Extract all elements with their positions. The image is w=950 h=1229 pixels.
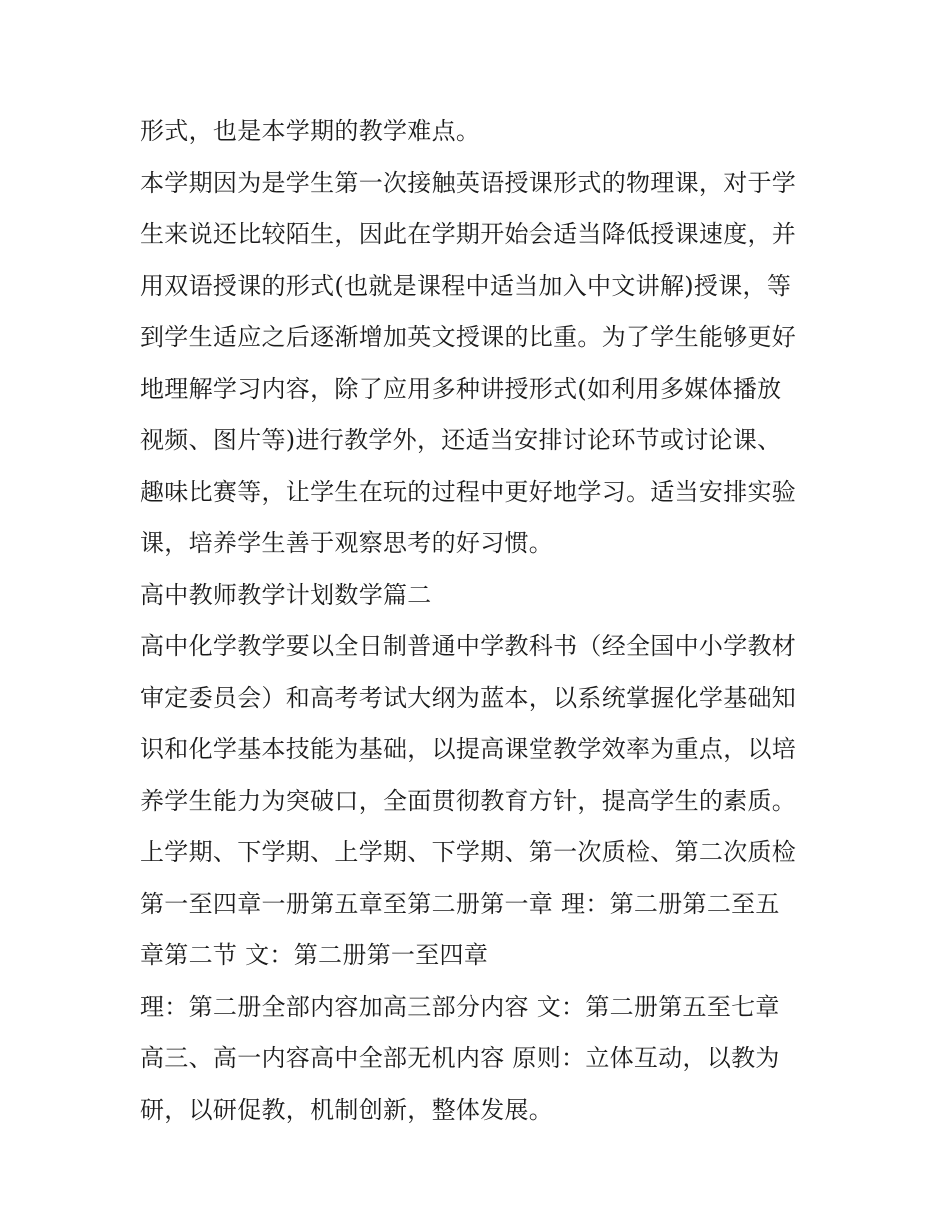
text-line: 识和化学基本技能为基础，以提高课堂教学效率为重点，以培 <box>140 735 797 763</box>
text-line: 上学期、下学期、上学期、下学期、第一次质检、第二次质检 <box>140 838 797 866</box>
document-body <box>140 106 820 1136</box>
text-line: 用双语授课的形式(也就是课程中适当加入中文讲解)授课，等 <box>140 271 792 300</box>
text-line: 趣味比赛等，让学生在玩的过程中更好地学习。适当安排实验 <box>140 477 797 506</box>
text-line: 研，以研促教，机制创新，整体发展。 <box>140 1095 554 1124</box>
text-line: 形式，也是本学期的教学难点。 <box>140 117 481 145</box>
text-line: 第一至四章一册第五章至第二册第一章 理：第二册第二至五 <box>140 889 780 918</box>
text-line: 审定委员会）和高考考试大纲为蓝本，以系统掌握化学基础知 <box>140 683 797 712</box>
text-line: 本学期因为是学生第一次接触英语授课形式的物理课，对于学 <box>140 168 797 197</box>
text-line: 到学生适应之后逐渐增加英文授课的比重。为了学生能够更好 <box>140 323 797 351</box>
text-line: 视频、图片等)进行教学外，还适当安排讨论环节或讨论课、 <box>140 426 782 454</box>
text-line: 高中化学教学要以全日制普通中学教科书（经全国中小学教材 <box>140 632 797 660</box>
text-line: 养学生能力为突破口，全面贯彻教育方针，提高学生的素质。 <box>140 786 797 815</box>
text-line: 地理解学习内容，除了应用多种讲授形式(如利用多媒体播放 <box>140 374 782 403</box>
section-heading: 高中教师教学计划数学篇二 <box>140 580 432 609</box>
text-line: 课，培养学生善于观察思考的好习惯。 <box>140 529 554 557</box>
text-line: 理：第二册全部内容加高三部分内容 文：第二册第五至七章 <box>140 992 780 1021</box>
text-line: 章第二节 文：第二册第一至四章 <box>140 941 489 969</box>
text-line: 生来说还比较陌生，因此在学期开始会适当降低授课速度，并 <box>140 220 797 248</box>
text-line: 高三、高一内容高中全部无机内容 原则：立体互动，以教为 <box>140 1044 780 1072</box>
